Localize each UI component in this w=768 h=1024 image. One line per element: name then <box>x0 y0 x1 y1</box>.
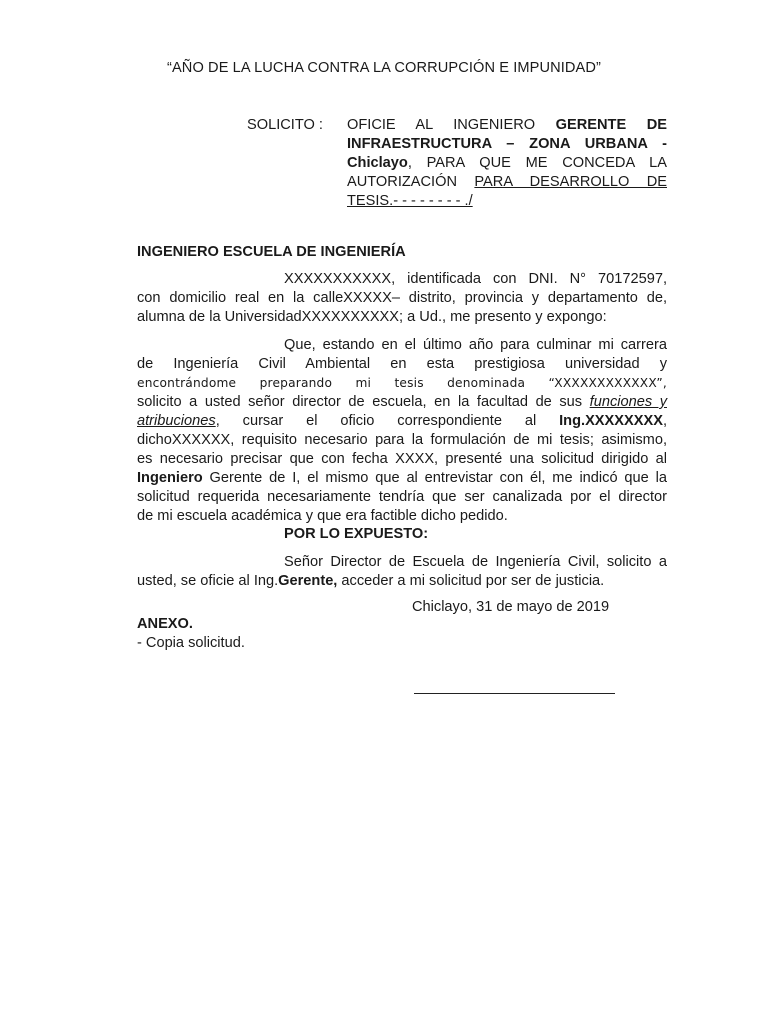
solicito-line-1 <box>347 116 667 135</box>
body-line-4 <box>137 393 667 412</box>
solicito-line-3-a: Chiclayo <box>347 155 408 171</box>
body-line-8-a: Ingeniero <box>137 470 203 486</box>
body-line-8-b: Gerente de I, el mismo que al entrevistar con él, me indicó que la <box>202 470 667 486</box>
solicito-text <box>347 116 667 211</box>
expuesto-line-2 <box>137 572 667 591</box>
expuesto-heading: POR LO EXPUESTO: <box>284 526 429 542</box>
intro-paragraph <box>137 270 667 327</box>
solicito-line-1-b: GERENTE DE <box>555 117 667 133</box>
expuesto-line-1: Señor Director de Escuela de Ingeniería Civil, solicito a <box>284 554 667 570</box>
expuesto-line-2-c: acceder a mi solicitud por ser de justicia. <box>337 573 605 589</box>
body-line-5-d: , <box>662 413 667 429</box>
body-line-2: de Ingeniería Civil Ambiental en esta prestigiosa universidad y <box>137 356 667 372</box>
solicito-line-4 <box>347 173 667 192</box>
body-line-9: solicitud requerida necesariamente tendría que ser canalizada por el director <box>137 489 667 505</box>
year-title: “AÑO DE LA LUCHA CONTRA LA CORRUPCIÓN E IMPUNIDAD” <box>167 60 601 76</box>
body-line-1: Que, estando en el último año para culminar mi carrera <box>284 337 667 353</box>
intro-line-2: con domicilio real en la calleXXXXX– distrito, provincia y departamento de, <box>137 290 667 306</box>
signature-line <box>414 693 615 694</box>
body-paragraph <box>137 336 667 526</box>
solicito-line-4-b: PARA DESARROLLO DE <box>474 174 667 190</box>
date-place: Chiclayo, 31 de mayo de 2019 <box>412 599 610 615</box>
solicito-line-5: TESIS.- - - - - - - - ./ <box>347 193 473 209</box>
body-line-7: es necesario precisar que con fecha XXXX, presenté una solicitud dirigido al <box>137 451 667 467</box>
body-line-4-a: solicito a usted señor director de escuela, en la facultad de sus <box>137 394 583 410</box>
body-line-5-c: Ing.XXXXXXXX <box>559 413 663 429</box>
solicito-line-3-b: , PARA QUE ME CONCEDA LA <box>407 155 667 171</box>
solicito-line-1-a: OFICIE AL INGENIERO <box>347 117 536 133</box>
solicito-line-3 <box>347 154 667 173</box>
addressee-heading: INGENIERO ESCUELA DE INGENIERÍA <box>137 244 406 260</box>
intro-line-1: XXXXXXXXXXX, identificada con DNI. N° 70172597, <box>284 271 667 287</box>
expuesto-line-2-a: usted, se oficie al Ing. <box>137 573 279 589</box>
expuesto-paragraph <box>137 553 667 591</box>
body-line-5 <box>137 412 667 431</box>
solicito-line-4-a: AUTORIZACIÓN <box>347 174 458 190</box>
anexo-heading: ANEXO. <box>137 616 193 632</box>
expuesto-line-2-b: Gerente, <box>278 573 338 589</box>
body-line-3: encontrándome preparando mi tesis denominada “XXXXXXXXXXXX”, <box>137 376 667 390</box>
body-line-5-b: , cursar el oficio correspondiente al <box>215 413 537 429</box>
body-line-5-a: atribuciones <box>137 413 216 429</box>
body-line-6: dichoXXXXXX, requisito necesario para la formulación de mi tesis; asimismo, <box>137 432 667 448</box>
intro-line-3: alumna de la UniversidadXXXXXXXXXX; a Ud., me presento y expongo: <box>137 309 607 325</box>
solicito-label: SOLICITO : <box>247 117 323 133</box>
body-line-4-b: funciones y <box>589 394 667 410</box>
body-line-8 <box>137 469 667 488</box>
anexo-item: - Copia solicitud. <box>137 635 245 651</box>
solicito-line-2: INFRAESTRUCTURA – ZONA URBANA - <box>347 136 667 152</box>
body-line-10: de mi escuela académica y que era factible dicho pedido. <box>137 508 508 524</box>
